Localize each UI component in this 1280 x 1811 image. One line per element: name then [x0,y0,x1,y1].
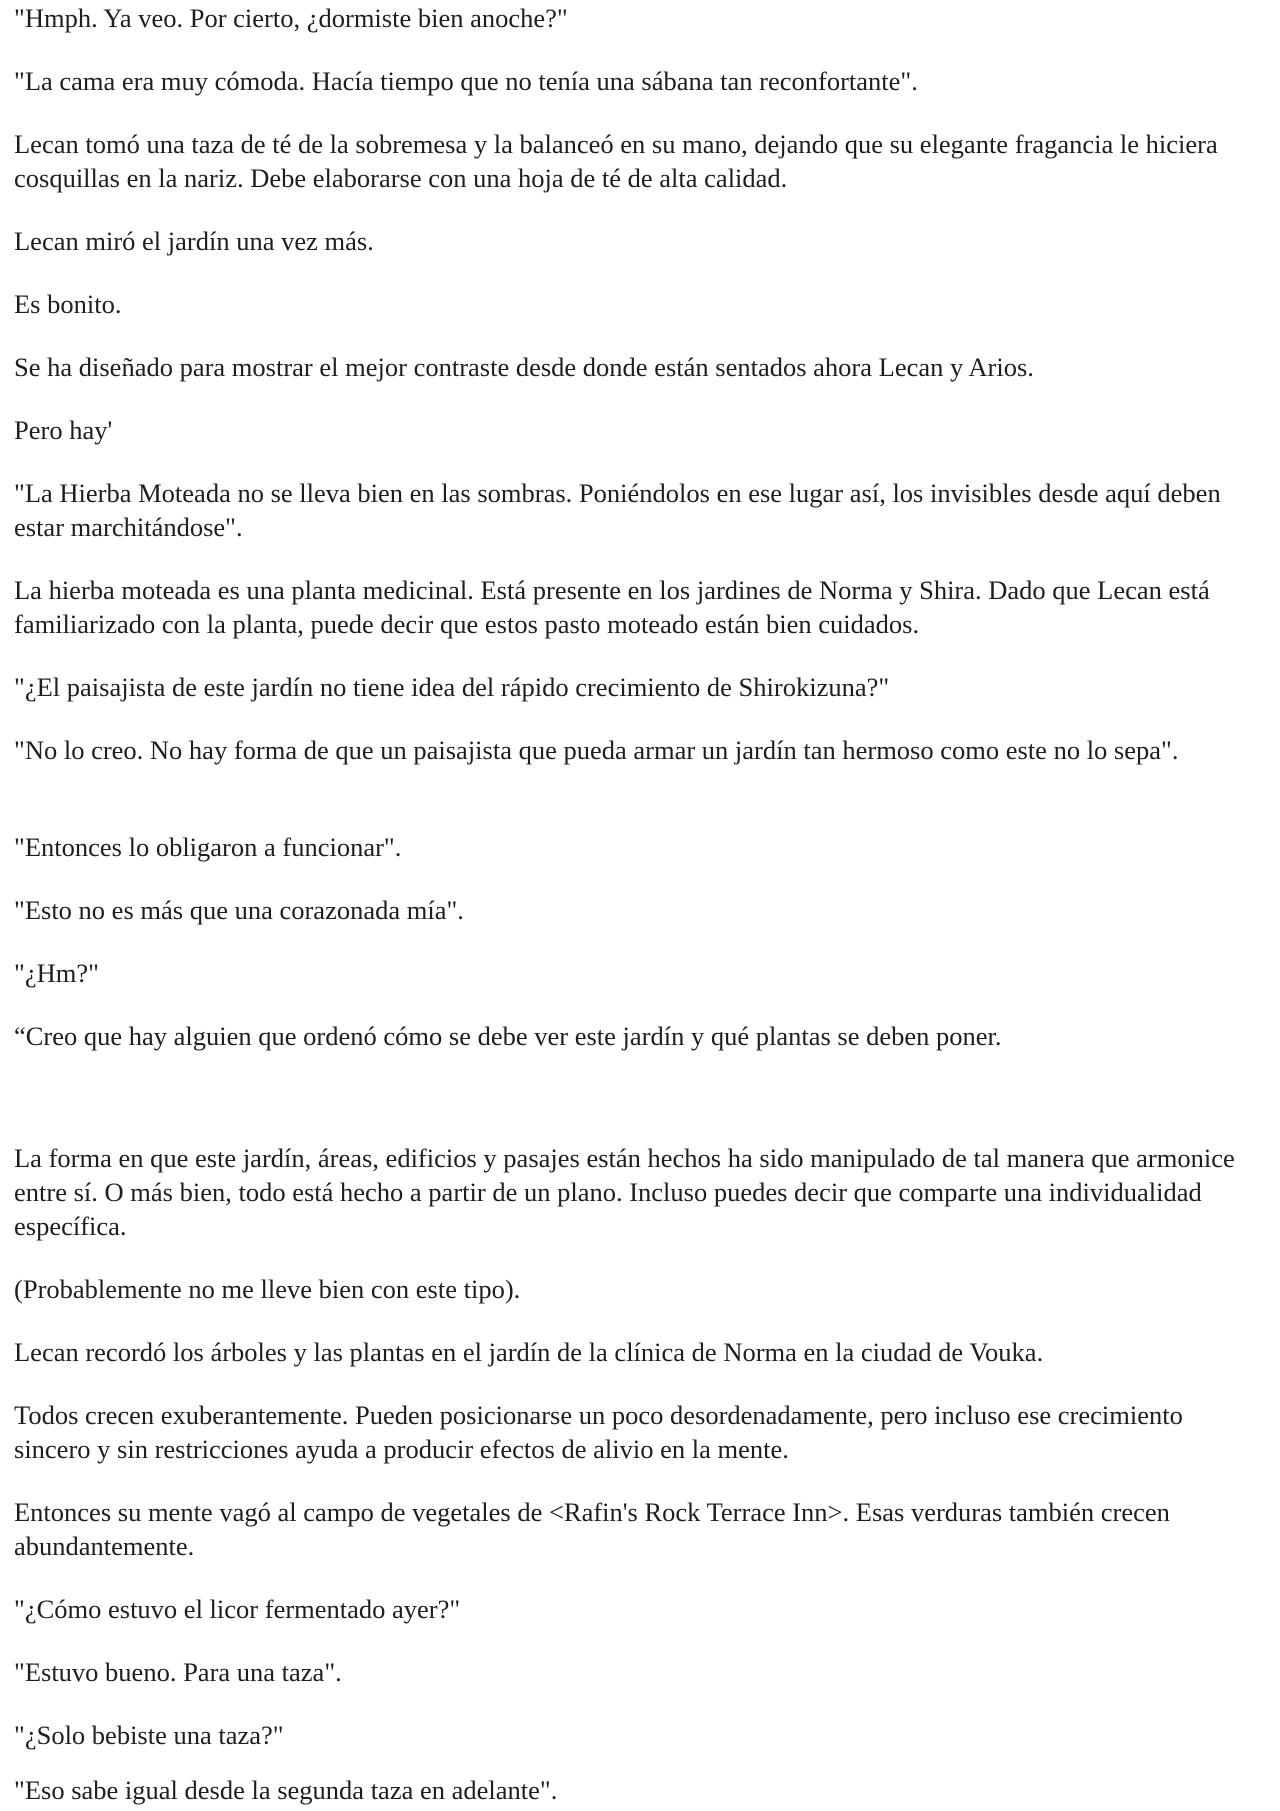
paragraph: "¿El paisajista de este jardín no tiene idea del rápido crecimiento de Shirokizuna?" [14,672,890,702]
paragraph: "Estuvo bueno. Para una taza". [14,1657,342,1687]
paragraph: “Creo que hay alguien que ordenó cómo se debe ver este jardín y qué plantas se deben poner. [14,1021,1002,1051]
paragraph: "La cama era muy cómoda. Hacía tiempo que no tenía una sábana tan reconfortante". [14,66,918,96]
paragraph: "No lo creo. No hay forma de que un paisajista que pueda armar un jardín tan hermoso como este no lo sepa". [14,735,1179,765]
paragraph: "La Hierba Moteada no se lleva bien en las sombras. Poniéndolos en ese lugar así, los invisibles desde aquí deben estar marchitándose". [14,478,1221,542]
paragraph: Entonces su mente vagó al campo de vegetales de <Rafin's Rock Terrace Inn>. Esas verduras también crecen abundantemente. [14,1497,1170,1561]
paragraph: Todos crecen exuberantemente. Pueden posicionarse un poco desordenadamente, pero incluso ese crecimiento sincero y sin restricciones ayuda a producir efectos de alivio en la mente. [14,1400,1183,1464]
paragraph: Es bonito. [14,289,122,319]
paragraph: Lecan tomó una taza de té de la sobremesa y la balanceó en su mano, dejando que su elegante fragancia le hiciera cosquillas en la nariz. Debe elaborarse con una hoja de té de alta calidad. [14,129,1218,193]
paragraph: "Hmph. Ya veo. Por cierto, ¿dormiste bien anoche?" [14,3,568,33]
paragraph: Lecan recordó los árboles y las plantas en el jardín de la clínica de Norma en la ciudad de Vouka. [14,1337,1044,1367]
paragraph: Se ha diseñado para mostrar el mejor contraste desde donde están sentados ahora Lecan y Arios. [14,352,1034,382]
paragraph: (Probablemente no me lleve bien con este tipo). [14,1274,521,1304]
paragraph: "Entonces lo obligaron a funcionar". [14,832,402,862]
paragraph: "¿Hm?" [14,958,99,988]
paragraph: "Esto no es más que una corazonada mía". [14,895,464,925]
paragraph: Pero hay' [14,415,113,445]
paragraph: La forma en que este jardín, áreas, edificios y pasajes están hechos ha sido manipulado de tal manera que armonice entre sí. O más bien, todo está hecho a partir de un plano. Incluso puedes decir que comparte una individualidad específica. [14,1143,1235,1241]
paragraph: Lecan miró el jardín una vez más. [14,226,374,256]
paragraph: La hierba moteada es una planta medicinal. Está presente en los jardines de Norma y Shira. Dado que Lecan está familiarizado con la planta, puede decir que estos pasto moteado están bien cuidados. [14,575,1210,639]
paragraph: "¿Cómo estuvo el licor fermentado ayer?" [14,1594,461,1624]
paragraph: "¿Solo bebiste una taza?" [14,1720,284,1750]
paragraph: "Eso sabe igual desde la segunda taza en adelante". [14,1775,558,1805]
